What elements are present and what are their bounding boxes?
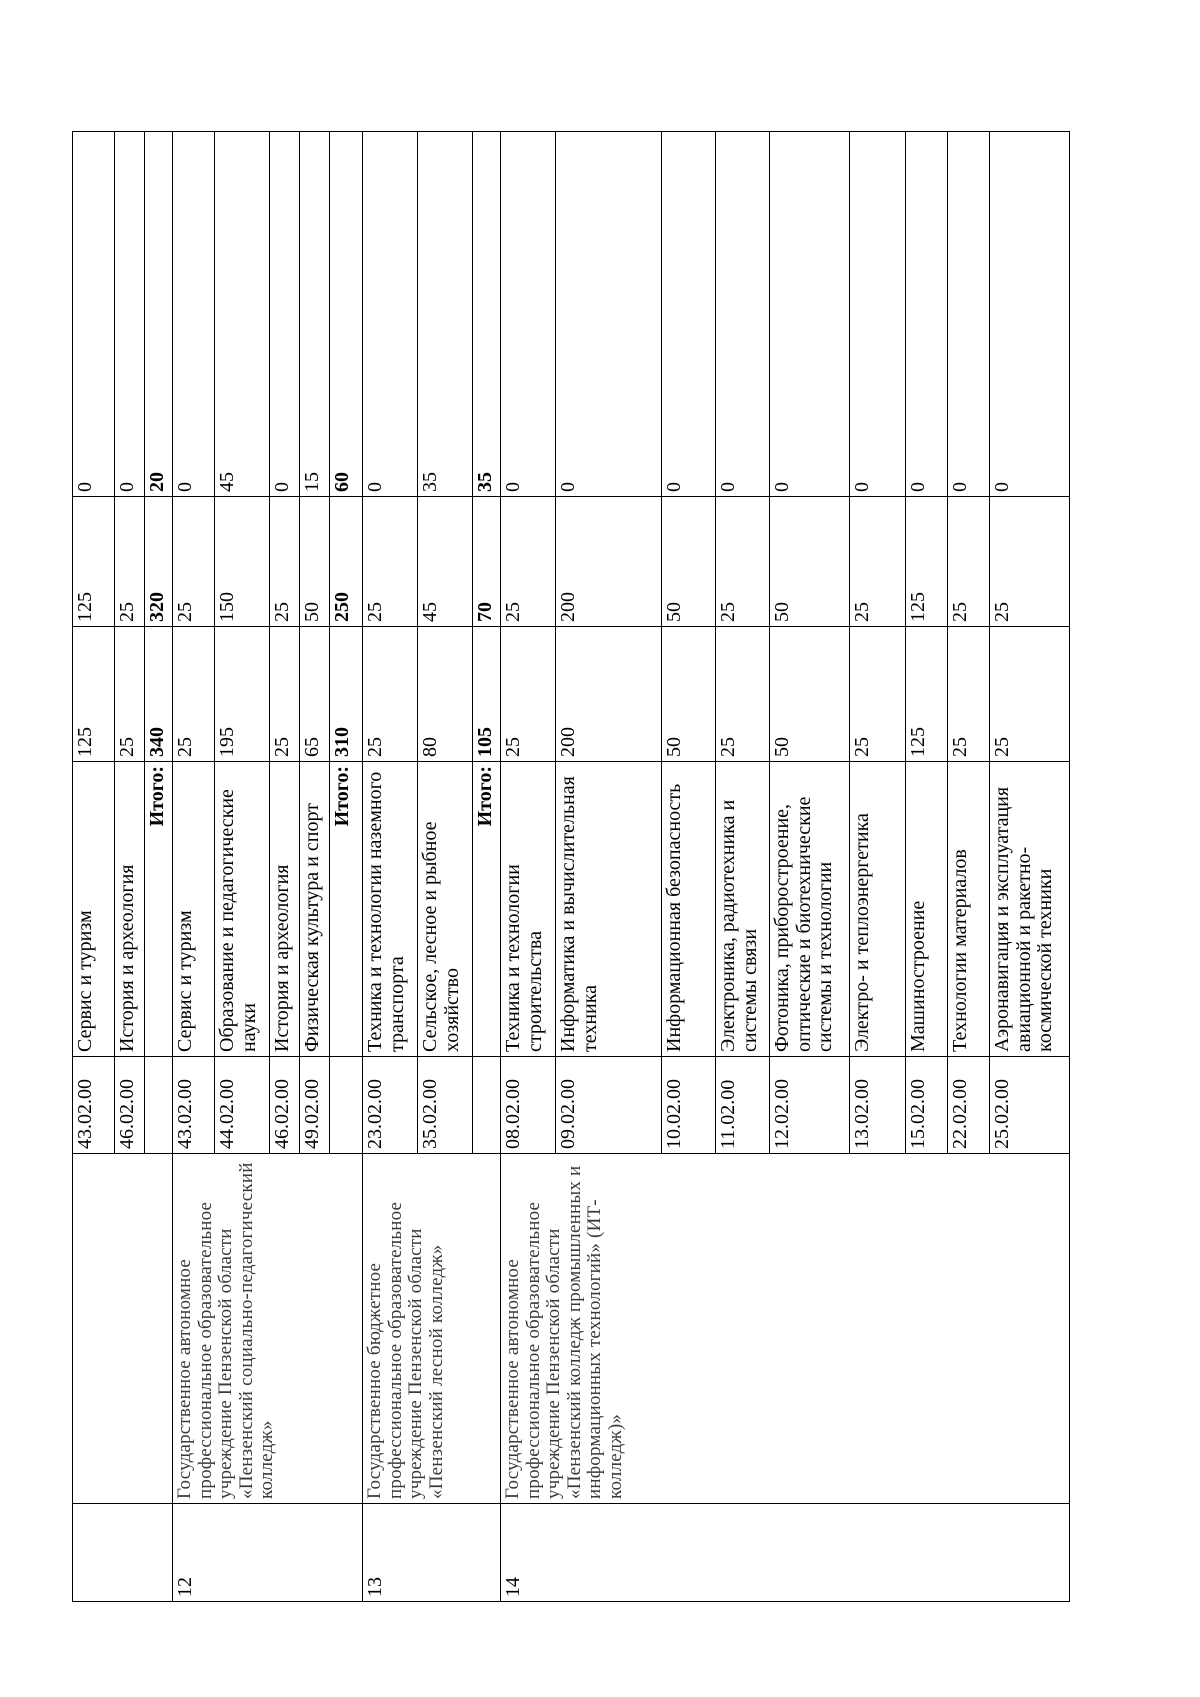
value-cell: 25 bbox=[270, 627, 300, 762]
value-cell: 200 bbox=[556, 497, 662, 627]
code-cell: 09.02.00 bbox=[556, 1057, 662, 1154]
code-cell: 23.02.00 bbox=[363, 1057, 418, 1154]
total-value: 105 bbox=[473, 627, 501, 762]
value-cell: 0 bbox=[270, 132, 300, 497]
organization-cell bbox=[73, 1154, 173, 1504]
value-cell: 0 bbox=[115, 132, 145, 497]
organization-cell: Государственное автономное профессиональное образовательное учреждение Пензенской области «Пензенский колледж промышленных и информационных технологий» (ИТ-колледж)» bbox=[501, 1154, 1070, 1504]
value-cell: 25 bbox=[363, 627, 418, 762]
value-cell: 25 bbox=[990, 497, 1070, 627]
value-cell: 25 bbox=[270, 497, 300, 627]
value-cell: 25 bbox=[115, 497, 145, 627]
value-cell: 50 bbox=[770, 497, 850, 627]
specialty-cell: Аэронавигация и эксплуатация авиационной и ракетно-космической техники bbox=[990, 762, 1070, 1057]
value-cell: 0 bbox=[501, 132, 556, 497]
code-cell: 10.02.00 bbox=[662, 1057, 716, 1154]
specialty-cell: История и археология bbox=[115, 762, 145, 1057]
value-cell: 25 bbox=[948, 627, 990, 762]
value-cell: 200 bbox=[556, 627, 662, 762]
organization-cell: Государственное автономное профессиональное образовательное учреждение Пензенской области «Пензенский социально-педагогический колледж» bbox=[173, 1154, 363, 1504]
table-row bbox=[363, 132, 418, 1602]
specialty-cell: Техника и технологии строительства bbox=[501, 762, 556, 1057]
total-value: 250 bbox=[330, 497, 363, 627]
total-label: Итого: bbox=[473, 762, 501, 1057]
code-cell: 44.02.00 bbox=[215, 1057, 270, 1154]
value-cell: 0 bbox=[990, 132, 1070, 497]
value-cell: 25 bbox=[173, 627, 215, 762]
code-cell: 49.02.00 bbox=[300, 1057, 330, 1154]
value-cell: 35 bbox=[418, 132, 473, 497]
specialty-cell: Электроника, радиотехника и системы связи bbox=[716, 762, 770, 1057]
value-cell: 0 bbox=[556, 132, 662, 497]
code-cell: 35.02.00 bbox=[418, 1057, 473, 1154]
value-cell: 25 bbox=[716, 497, 770, 627]
specialty-cell: Технологии материалов bbox=[948, 762, 990, 1057]
value-cell: 80 bbox=[418, 627, 473, 762]
code-cell: 46.02.00 bbox=[115, 1057, 145, 1154]
specialty-cell: Сервис и туризм bbox=[73, 762, 115, 1057]
specialty-cell: Образование и педагогические науки bbox=[215, 762, 270, 1057]
value-cell: 25 bbox=[850, 497, 906, 627]
value-cell: 0 bbox=[770, 132, 850, 497]
value-cell: 25 bbox=[501, 627, 556, 762]
value-cell: 25 bbox=[990, 627, 1070, 762]
value-cell: 0 bbox=[73, 132, 115, 497]
value-cell: 25 bbox=[948, 497, 990, 627]
code-cell: 43.02.00 bbox=[73, 1057, 115, 1154]
total-label: Итого: bbox=[145, 762, 173, 1057]
code-cell: 13.02.00 bbox=[850, 1057, 906, 1154]
total-value: 70 bbox=[473, 497, 501, 627]
row-number: 14 bbox=[501, 1504, 1070, 1602]
total-value: 20 bbox=[145, 132, 173, 497]
value-cell: 125 bbox=[73, 627, 115, 762]
value-cell: 150 bbox=[215, 497, 270, 627]
total-value: 320 bbox=[145, 497, 173, 627]
total-value: 60 bbox=[330, 132, 363, 497]
total-label: Итого: bbox=[330, 762, 363, 1057]
organization-cell: Государственное бюджетное профессиональное образовательное учреждение Пензенской области «Пензенский лесной колледж» bbox=[363, 1154, 501, 1504]
specialty-cell: Сервис и туризм bbox=[173, 762, 215, 1057]
specialty-cell: Фотоника, приборостроение, оптические и биотехнические системы и технологии bbox=[770, 762, 850, 1057]
specialty-cell: Сельское, лесное и рыбное хозяйство bbox=[418, 762, 473, 1057]
value-cell: 0 bbox=[948, 132, 990, 497]
code-cell: 11.02.00 bbox=[716, 1057, 770, 1154]
specialty-cell: Физическая культура и спорт bbox=[300, 762, 330, 1057]
value-cell: 25 bbox=[115, 627, 145, 762]
table-row bbox=[173, 132, 215, 1602]
value-cell: 25 bbox=[716, 627, 770, 762]
value-cell: 25 bbox=[501, 497, 556, 627]
value-cell: 125 bbox=[73, 497, 115, 627]
value-cell: 0 bbox=[850, 132, 906, 497]
total-value: 35 bbox=[473, 132, 501, 497]
value-cell: 0 bbox=[173, 132, 215, 497]
value-cell: 0 bbox=[716, 132, 770, 497]
value-cell: 0 bbox=[363, 132, 418, 497]
code-cell: 12.02.00 bbox=[770, 1057, 850, 1154]
row-number bbox=[73, 1504, 173, 1602]
value-cell: 125 bbox=[906, 497, 948, 627]
specialty-cell: История и археология bbox=[270, 762, 300, 1057]
row-number: 12 bbox=[173, 1504, 363, 1602]
value-cell: 50 bbox=[770, 627, 850, 762]
value-cell: 25 bbox=[173, 497, 215, 627]
value-cell: 195 bbox=[215, 627, 270, 762]
code-cell: 08.02.00 bbox=[501, 1057, 556, 1154]
value-cell: 50 bbox=[300, 497, 330, 627]
value-cell: 25 bbox=[363, 497, 418, 627]
specialty-cell: Электро- и теплоэнергетика bbox=[850, 762, 906, 1057]
value-cell: 15 bbox=[300, 132, 330, 497]
value-cell: 25 bbox=[850, 627, 906, 762]
value-cell: 0 bbox=[906, 132, 948, 497]
value-cell: 65 bbox=[300, 627, 330, 762]
value-cell: 45 bbox=[215, 132, 270, 497]
code-cell: 22.02.00 bbox=[948, 1057, 990, 1154]
value-cell: 125 bbox=[906, 627, 948, 762]
code-cell: 15.02.00 bbox=[906, 1057, 948, 1154]
row-number: 13 bbox=[363, 1504, 501, 1602]
specialty-cell: Машиностроение bbox=[906, 762, 948, 1057]
specialty-cell: Информатика и вычислительная техника bbox=[556, 762, 662, 1057]
table-row bbox=[73, 132, 115, 1602]
code-cell: 43.02.00 bbox=[173, 1057, 215, 1154]
specialty-cell: Информационная безопасность bbox=[662, 762, 716, 1057]
table-row bbox=[501, 132, 556, 1602]
specialty-cell: Техника и технологии наземного транспорта bbox=[363, 762, 418, 1057]
value-cell: 0 bbox=[662, 132, 716, 497]
value-cell: 50 bbox=[662, 497, 716, 627]
total-value: 310 bbox=[330, 627, 363, 762]
admission-table bbox=[72, 131, 1070, 1602]
total-value: 340 bbox=[145, 627, 173, 762]
code-cell: 46.02.00 bbox=[270, 1057, 300, 1154]
code-cell: 25.02.00 bbox=[990, 1057, 1070, 1154]
value-cell: 45 bbox=[418, 497, 473, 627]
value-cell: 50 bbox=[662, 627, 716, 762]
